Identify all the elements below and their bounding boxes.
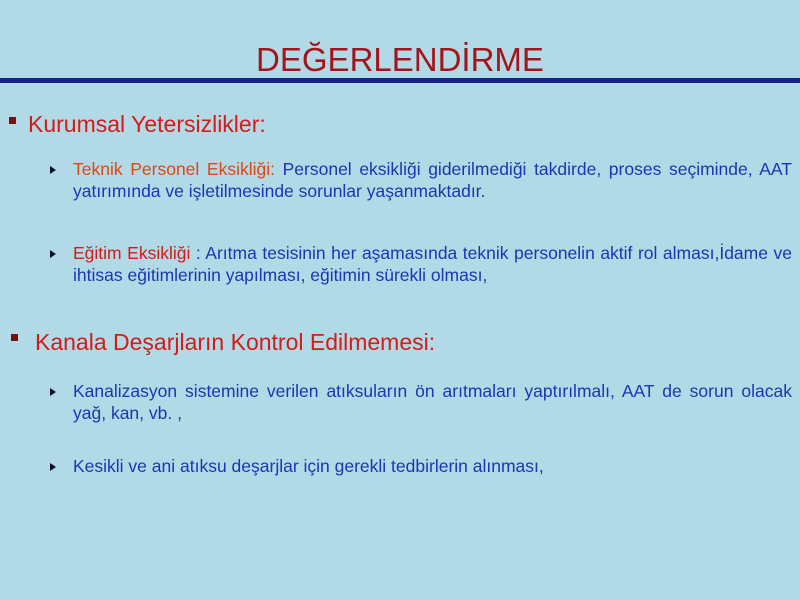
- list-item-kesikli: [50, 455, 792, 477]
- triangle-bullet-icon: [50, 463, 56, 471]
- triangle-bullet-icon: [50, 250, 56, 258]
- slide-title: DEĞERLENDİRME: [256, 41, 544, 78]
- square-bullet-icon: [11, 334, 18, 341]
- item-text: : Arıtma tesisinin her aşamasında teknik personelin aktif rol alması,İdame ve ihtisas eğitimlerinin yapılması, eğitimin sürekli olması,: [73, 243, 792, 285]
- list-item-paragraph: [73, 242, 792, 286]
- item-label: Eğitim Eksikliği: [73, 243, 191, 263]
- triangle-bullet-icon: [50, 166, 56, 174]
- list-item-kanalizasyon: [50, 380, 792, 424]
- list-item-paragraph: [73, 380, 792, 424]
- triangle-bullet-icon: [50, 388, 56, 396]
- list-item-paragraph: [73, 158, 792, 202]
- section-heading-text: Kurumsal Yetersizlikler:: [28, 111, 266, 137]
- item-text: Kanalizasyon sistemine verilen atıksuların ön arıtmaları yaptırılmalı, AAT de sorun olacak yağ, kan, vb. ,: [73, 381, 792, 423]
- square-bullet-icon: [9, 117, 16, 124]
- item-label: Teknik Personel Eksikliği:: [73, 159, 275, 179]
- item-text: Kesikli ve ani atıksu deşarjlar için gerekli tedbirlerin alınması,: [73, 456, 544, 476]
- list-item-paragraph: [73, 455, 792, 477]
- section-heading-text: Kanala Deşarjların Kontrol Edilmemesi:: [35, 329, 436, 355]
- item-text: Personel eksikliği giderilmediği takdirde, proses seçiminde, AAT yatırımında ve işletilmesinde sorunlar yaşanmaktadır.: [73, 159, 792, 201]
- list-item-egitim-eksikligi: [50, 242, 792, 308]
- title-underline: [0, 78, 800, 83]
- list-item-teknik-personel: [50, 158, 792, 224]
